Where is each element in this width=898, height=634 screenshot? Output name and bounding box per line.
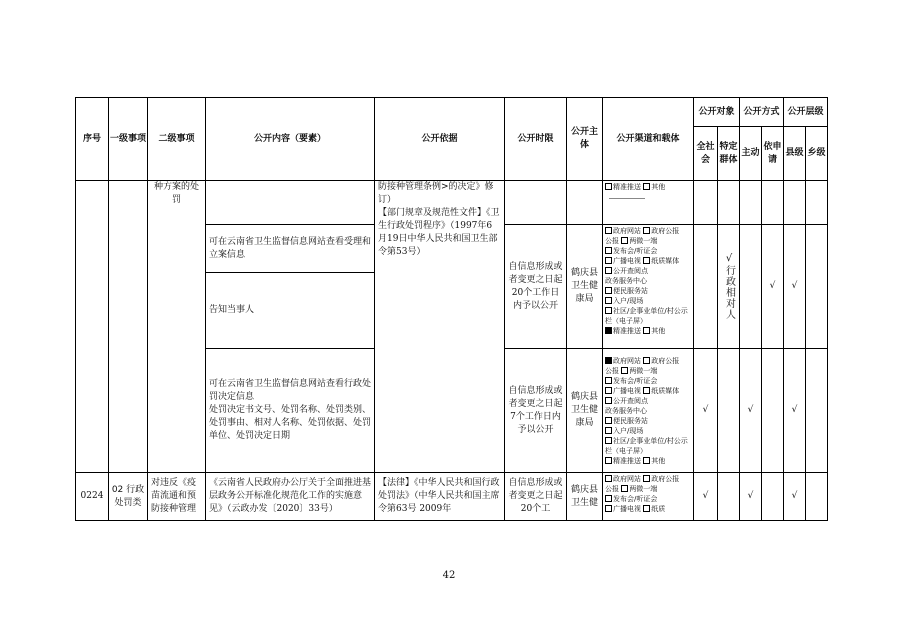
header-county: 县级 (784, 127, 806, 181)
row4-active-check: √ (740, 349, 762, 473)
row3-content: 告知当事人 (206, 273, 375, 349)
row5-channel: 政府网站 政府公报 公报 两微一端 发布会/听证会 广播电视 纸质 (603, 473, 694, 521)
row4-all-society-check: √ (694, 349, 718, 473)
row2-subject: 鹤庆县卫生健康局 (567, 225, 603, 349)
row5-level1: 02 行政处罚类 (109, 473, 148, 521)
header-township: 乡级 (806, 127, 828, 181)
row5-time: 自信息形成或者变更之日起20个工 (505, 473, 567, 521)
header-level1: 一级事项 (109, 98, 148, 181)
row5-subject: 鹤庆县卫生健 (567, 473, 603, 521)
header-specific: 特定群体 (718, 127, 740, 181)
row2-apply-check: √ (762, 225, 784, 349)
header-apply: 依申请 (762, 127, 784, 181)
disclosure-table (75, 97, 828, 521)
row5-basis: 【法律】《中华人民共和国行政处罚法》（中华人民共和国主席令第63号 2009年 (375, 473, 505, 521)
header-target: 公开对象 (694, 98, 740, 127)
header-all-society: 全社会 (694, 127, 718, 181)
row2-content: 可在云南省卫生监督信息网站查看受理和立案信息 (206, 225, 375, 273)
row5-level2: 对违反《疫苗流通和预防接种管理 (148, 473, 206, 521)
header-level2: 二级事项 (148, 98, 206, 181)
table-row (76, 181, 828, 225)
header-tier: 公开层级 (784, 98, 828, 127)
row5-seq: 0224 (76, 473, 109, 521)
row1-basis: 防接种管理条例>的决定》修订） 【部门规章及规范性文件】《卫生行政处罚程序》（1997年6月19日中华人民共和国卫生部令第53号） (375, 181, 505, 473)
row2-channel: 政府网站 政府公报 公报 两微一端 发布会/听证会 广播电视 纸质媒体 公开查阅点 政务服务中心 便民服务站 入户/现场 社区/企事业单位/村公示栏（电子屏） 精准推送 其他 (603, 225, 694, 349)
row5-county-check: √ (784, 473, 806, 521)
row2-time: 自信息形成或者变更之日起20个工作日内予以公开 (505, 225, 567, 349)
row5-content: 《云南省人民政府办公厅关于全面推进基层政务公开标准化规范化工作的实施意见》（云政办发〔2020〕33号） (206, 473, 375, 521)
row2-specific: √行政相对人 (718, 225, 740, 349)
header-active: 主动 (740, 127, 762, 181)
row4-content: 可在云南省卫生监督信息网站查看行政处罚决定信息 处罚决定书文号、处罚名称、处罚类别、处罚事由、相对人名称、处罚依据、处罚单位、处罚决定日期 (206, 349, 375, 473)
header-subject: 公开主体 (567, 98, 603, 181)
row5-active-check: √ (740, 473, 762, 521)
header-basis: 公开依据 (375, 98, 505, 181)
page-number: 42 (442, 570, 456, 581)
row1-channel: 精准推送 其他 (603, 181, 694, 225)
row4-time: 自信息形成或者变更之日起7个工作日内予以公开 (505, 349, 567, 473)
row4-channel: 政府网站 政府公报 公报 两微一端 发布会/听证会 广播电视 纸质媒体 公开查阅点 政务服务中心 便民服务站 入户/现场 社区/企事业单位/村公示栏（电子屏） 精准推送 其他 (603, 349, 694, 473)
row5-all-society-check: √ (694, 473, 718, 521)
header-method: 公开方式 (740, 98, 784, 127)
header-seq: 序号 (76, 98, 109, 181)
header-time: 公开时限 (505, 98, 567, 181)
row2-county-check: √ (784, 225, 806, 349)
header-channel: 公开渠道和载体 (603, 98, 694, 181)
header-content: 公开内容（要素） (206, 98, 375, 181)
row4-subject: 鹤庆县卫生健康局 (567, 349, 603, 473)
row1-level2: 种方案的处罚 (148, 181, 206, 473)
row4-county-check: √ (784, 349, 806, 473)
table-row (76, 473, 828, 521)
